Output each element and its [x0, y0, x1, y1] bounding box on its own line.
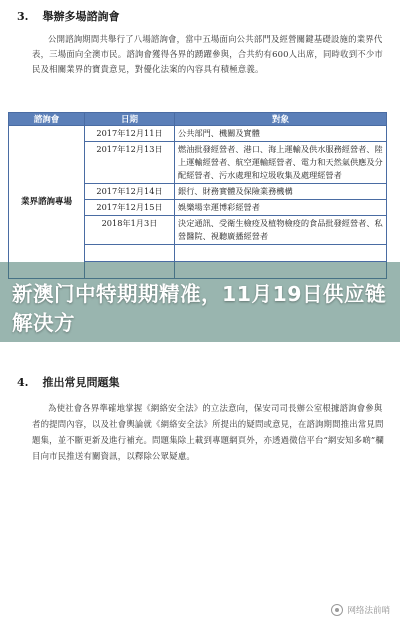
header-session: 諮詢會	[9, 113, 85, 126]
section-3-paragraph: 公開諮詢期間共舉行了八場諮詢會，當中五場面向公共部門及經營關鍵基礎設施的業界代表，三場面向全澳市民。諮詢會獲得各界的踴躍參與，合共約有600人出席，同時收到不少市民及相關業界的寶貴意見，對優化法案的內容具有積極意義。	[32, 34, 384, 74]
section-4-number: 4.	[17, 376, 29, 389]
table-row	[9, 126, 387, 142]
watermark-text: 网络法前哨	[347, 606, 390, 616]
group-label-cell: 業界諮詢專場	[9, 126, 85, 279]
section-4-title: 推出常見問題集	[42, 376, 120, 389]
section-3-number: 3.	[17, 10, 29, 23]
watermark-logo-icon	[331, 604, 343, 616]
headline-overlay-text: 新澳门中特期期精准，11月19日供应链解决方	[12, 282, 387, 335]
target-cell: 燃油批發經營者、港口、海上運輸及供水服務經營者、陸上運輸經營者、航空運輸經營者、電力和天然氣供應及分配經營者、污水處理和垃圾收集及處理經營者	[175, 142, 387, 184]
header-target: 對象	[175, 113, 387, 126]
header-date: 日期	[85, 113, 175, 126]
target-cell-blank	[175, 245, 387, 262]
source-watermark	[331, 604, 390, 616]
date-cell: 2017年12月14日	[85, 184, 175, 200]
section-4-heading	[17, 374, 119, 390]
date-cell: 2017年12月13日	[85, 142, 175, 184]
date-cell: 2017年12月15日	[85, 200, 175, 216]
target-cell: 銀行、財務實體及保險業務機構	[175, 184, 387, 200]
date-cell: 2017年12月11日	[85, 126, 175, 142]
target-cell: 公共部門、機關及實體	[175, 126, 387, 142]
section-4-paragraph: 為使社會各界準確地掌握《網絡安全法》的立法意向，保安司司長辦公室根據諮詢會參與者的提問內容，以及社會輿論就《網絡安全法》所提出的疑問或意見，在諮詢期間推出常見問題集，並不斷更新及進行補充。問題集除上載到專題網頁外，亦透過微信平台“網安知多啲”欄目向市民推送有關資訊，以釋除公眾疑慮。	[32, 403, 384, 461]
section-3-heading	[17, 8, 119, 24]
table-header-row	[9, 113, 387, 126]
target-cell: 決定通訊、受衛生檢疫及植物檢疫的食品批發經營者、私營醫院、視聽廣播經營者	[175, 216, 387, 245]
section-3-title: 舉辦多場諮詢會	[42, 10, 120, 23]
date-cell: 2018年1月3日	[85, 216, 175, 245]
date-cell-blank	[85, 245, 175, 262]
target-cell: 娛樂場幸運博彩經營者	[175, 200, 387, 216]
consultation-table	[8, 112, 387, 279]
